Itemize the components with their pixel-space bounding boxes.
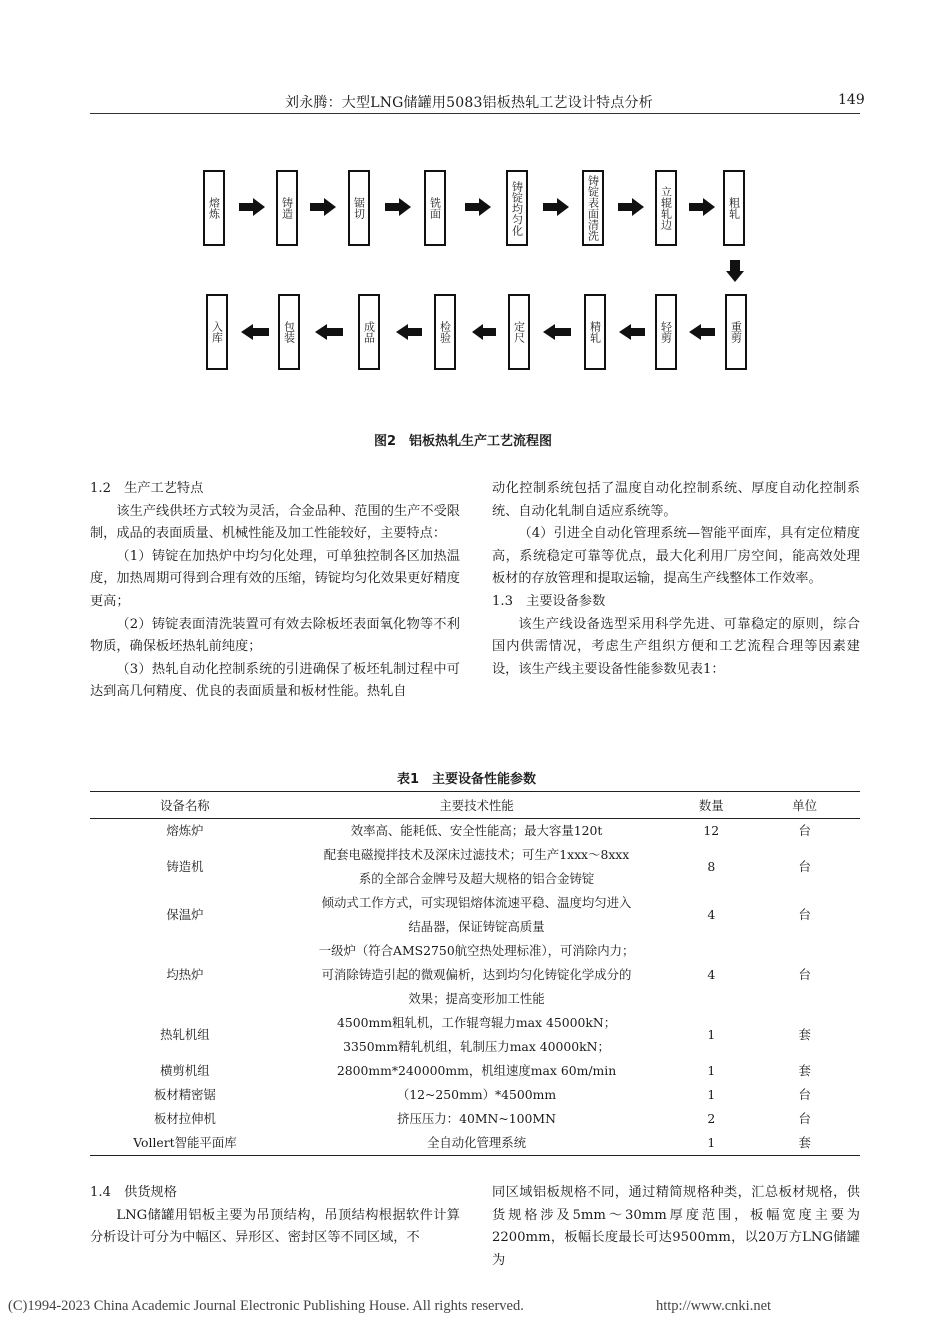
left-arrow-icon: [689, 324, 715, 340]
equipment-name: 板材精密锯: [153, 1087, 216, 1102]
right-arrow-icon: [543, 198, 569, 216]
equipment-qty: 2: [707, 1111, 716, 1126]
left-arrow-icon: [315, 324, 343, 340]
flow-step-label: 铸锭表面清洗: [586, 175, 600, 241]
equipment-qty: 4: [707, 967, 716, 982]
list-item: （1）铸锭在加热炉中均匀化处理，可单独控制各区加热温度，加热周期可得到合理有效的压缩，铸锭均匀化效果更好精度更高；: [90, 548, 460, 609]
page-number: 149: [838, 92, 865, 108]
flow-step-label: 粗轧: [727, 197, 741, 219]
down-arrow-icon: [726, 260, 744, 282]
flow-step-label: 铸造: [280, 197, 294, 219]
flow-step: [723, 170, 745, 246]
equipment-unit: 套: [798, 1027, 811, 1042]
list-item: （3）热轧自动化控制系统的引进确保了板坯轧制过程中可达到高几何精度、优良的表面质量和板材性能。热轧自: [90, 661, 460, 700]
column-header: 设备名称: [90, 792, 280, 819]
section-heading: 1.4 供货规格: [90, 1185, 177, 1200]
equipment-spec: （12~250mm）*4500mm: [396, 1087, 557, 1102]
flow-step-label: 入库: [210, 321, 224, 343]
equipment-qty: 1: [707, 1027, 716, 1042]
equipment-table: [90, 791, 860, 1156]
equipment-name: Vollert智能平面库: [90, 1131, 280, 1156]
equipment-spec: 全自动化管理系统: [280, 1131, 673, 1156]
equipment-name: 铸造机: [166, 859, 204, 874]
flow-step-label: 包装: [282, 321, 296, 343]
flow-step: [506, 170, 528, 246]
equipment-qty: 4: [707, 907, 716, 922]
right-column: [492, 478, 860, 681]
flow-step-label: 精轧: [588, 321, 602, 343]
equipment-unit: 套: [798, 1063, 811, 1078]
column-header: 主要技术性能: [280, 792, 673, 819]
flow-step: [655, 294, 677, 370]
figure-caption: 图2 铝板热轧生产工艺流程图: [374, 434, 553, 449]
equipment-spec: 倾动式工作方式，可实现铝熔体流速平稳、温度均匀进入 结晶器，保证铸锭高质量: [321, 895, 632, 934]
table-row: [90, 1107, 860, 1131]
flow-step: [348, 170, 370, 246]
paragraph: 同区域铝板规格不同，通过精简规格种类，汇总板材规格，供货规格涉及5mm～30mm厚度范围，板幅宽度主要为2200mm，板幅长度最长可达9500mm，以20万方LNG储罐为: [492, 1185, 860, 1268]
list-item: （2）铸锭表面清洗装置可有效去除板坯表面氧化物等不利物质，确保板坯热轧前纯度；: [90, 616, 460, 655]
equipment-unit: 台: [798, 1087, 811, 1102]
left-arrow-icon: [543, 324, 571, 340]
flow-step-label: 铸锭均匀化: [510, 180, 524, 236]
copyright-footer: (C)1994-2023 China Academic Journal Electronic Publishing House. All rights reserved.: [8, 1298, 524, 1314]
left-arrow-icon: [472, 324, 496, 340]
flow-step: [203, 170, 225, 246]
equipment-spec: 效率高、能耗低、安全性能高；最大容量120t: [350, 823, 603, 838]
flow-step-label: 立辊轧边: [659, 186, 673, 230]
equipment-qty: 12: [703, 823, 720, 838]
flow-step: [434, 294, 456, 370]
left-arrow-icon: [396, 324, 422, 340]
equipment-unit: 台: [798, 907, 811, 922]
left-arrow-icon: [619, 324, 645, 340]
equipment-unit: 台: [798, 859, 811, 874]
equipment-name: 横剪机组: [160, 1063, 210, 1078]
table-row: [90, 1131, 860, 1156]
flow-step: [655, 170, 677, 246]
table-row: [90, 843, 860, 891]
flow-step: [358, 294, 380, 370]
column-header: 单位: [749, 792, 860, 819]
equipment-spec: 配套电磁搅拌技术及深床过滤技术；可生产1xxx～8xxx 系的全部合金牌号及超大规格的铝合金铸锭: [323, 847, 630, 886]
right-arrow-icon: [689, 198, 715, 216]
equipment-name: 均热炉: [166, 967, 204, 982]
right-arrow-icon: [465, 198, 491, 216]
flow-step: [582, 170, 604, 246]
right-arrow-icon: [310, 198, 336, 216]
equipment-spec: 2800mm*240000mm，机组速度max 60m/min: [336, 1063, 617, 1078]
equipment-qty: 1: [707, 1063, 716, 1078]
section-heading: 1.3 主要设备参数: [492, 593, 606, 609]
flow-step-label: 重剪: [729, 321, 743, 343]
paragraph: 该生产线供坯方式较为灵活，合金品种、范围的生产不受限制，成品的表面质量、机械性能及加工性能较好，主要特点：: [90, 503, 460, 542]
left-arrow-icon: [241, 324, 269, 340]
flow-step: [584, 294, 606, 370]
column-header: 数量: [673, 792, 749, 819]
paragraph: LNG储罐用铝板主要为吊顶结构，吊顶结构根据软件计算分析设计可分为中幅区、异形区、密封区等不同区域，不: [90, 1207, 460, 1246]
list-item: （4）引进全自动化管理系统—智能平面库，具有定位精度高，系统稳定可靠等优点，最大化利用厂房空间，能高效处理板材的存放管理和提取运输，提高生产线整体工作效率。: [492, 526, 860, 587]
table-header-row: [90, 792, 860, 819]
flow-step: [278, 294, 300, 370]
equipment-qty: 8: [707, 859, 716, 874]
flow-step-label: 定尺: [512, 321, 526, 343]
flow-step-label: 检验: [438, 321, 452, 343]
table-row: [90, 939, 860, 1011]
table-row: [90, 1059, 860, 1083]
flow-step-label: 成品: [362, 321, 376, 343]
equipment-unit: 台: [798, 1111, 811, 1126]
paragraph: 动化控制系统包括了温度自动化控制系统、厚度自动化控制系统、自动化轧制自适应系统等。: [492, 481, 860, 519]
flow-step: [206, 294, 228, 370]
table-row: [90, 819, 860, 844]
equipment-spec: 一级炉（符合AMS2750航空热处理标准），可消除内力； 可消除铸造引起的微观偏析，达到均匀化铸锭化学成分的 效果；提高变形加工性能: [318, 943, 635, 1006]
footer-url: http://www.cnki.net: [656, 1298, 772, 1314]
table-row: [90, 891, 860, 939]
equipment-unit: 套: [749, 1131, 860, 1156]
equipment-spec: 挤压压力：40MN~100MN: [397, 1111, 556, 1126]
flow-step-label: 铣面: [428, 197, 442, 219]
equipment-name: 热轧机组: [160, 1027, 210, 1042]
paragraph: 该生产线设备选型采用科学先进、可靠稳定的原则，综合国内供需情况，考虑生产组织方便和工艺流程合理等因素建设，该生产线主要设备性能参数见表1：: [492, 616, 860, 677]
section-heading: 1.2 生产工艺特点: [90, 481, 204, 496]
table-title: 表1 主要设备性能参数: [397, 772, 537, 787]
bottom-right-column: [492, 1182, 860, 1272]
flow-step: [276, 170, 298, 246]
flow-step: [725, 294, 747, 370]
bottom-left-column: [90, 1182, 460, 1250]
equipment-qty: 1: [707, 1087, 716, 1102]
equipment-unit: 台: [798, 823, 811, 838]
flow-step: [424, 170, 446, 246]
left-column: [90, 478, 460, 704]
right-arrow-icon: [239, 198, 265, 216]
table-row: [90, 1011, 860, 1059]
flow-step-label: 锯切: [352, 197, 366, 219]
header-rule: [90, 113, 860, 114]
flow-step-label: 熔炼: [207, 197, 221, 219]
equipment-name: 熔炼炉: [166, 823, 204, 838]
equipment-spec: 4500mm粗轧机，工作辊弯辊力max 45000kN； 3350mm精轧机组，轧制压力max 40000kN；: [336, 1015, 617, 1054]
flow-step-label: 轻剪: [659, 321, 673, 343]
equipment-name: 保温炉: [166, 907, 204, 922]
running-header-title: 刘永腾：大型LNG储罐用5083铝板热轧工艺设计特点分析: [285, 95, 653, 111]
equipment-name: 板材拉伸机: [153, 1111, 216, 1126]
equipment-unit: 台: [798, 967, 811, 982]
right-arrow-icon: [385, 198, 411, 216]
table-row: [90, 1083, 860, 1107]
equipment-qty: 1: [673, 1131, 749, 1156]
flow-step: [508, 294, 530, 370]
right-arrow-icon: [618, 198, 644, 216]
